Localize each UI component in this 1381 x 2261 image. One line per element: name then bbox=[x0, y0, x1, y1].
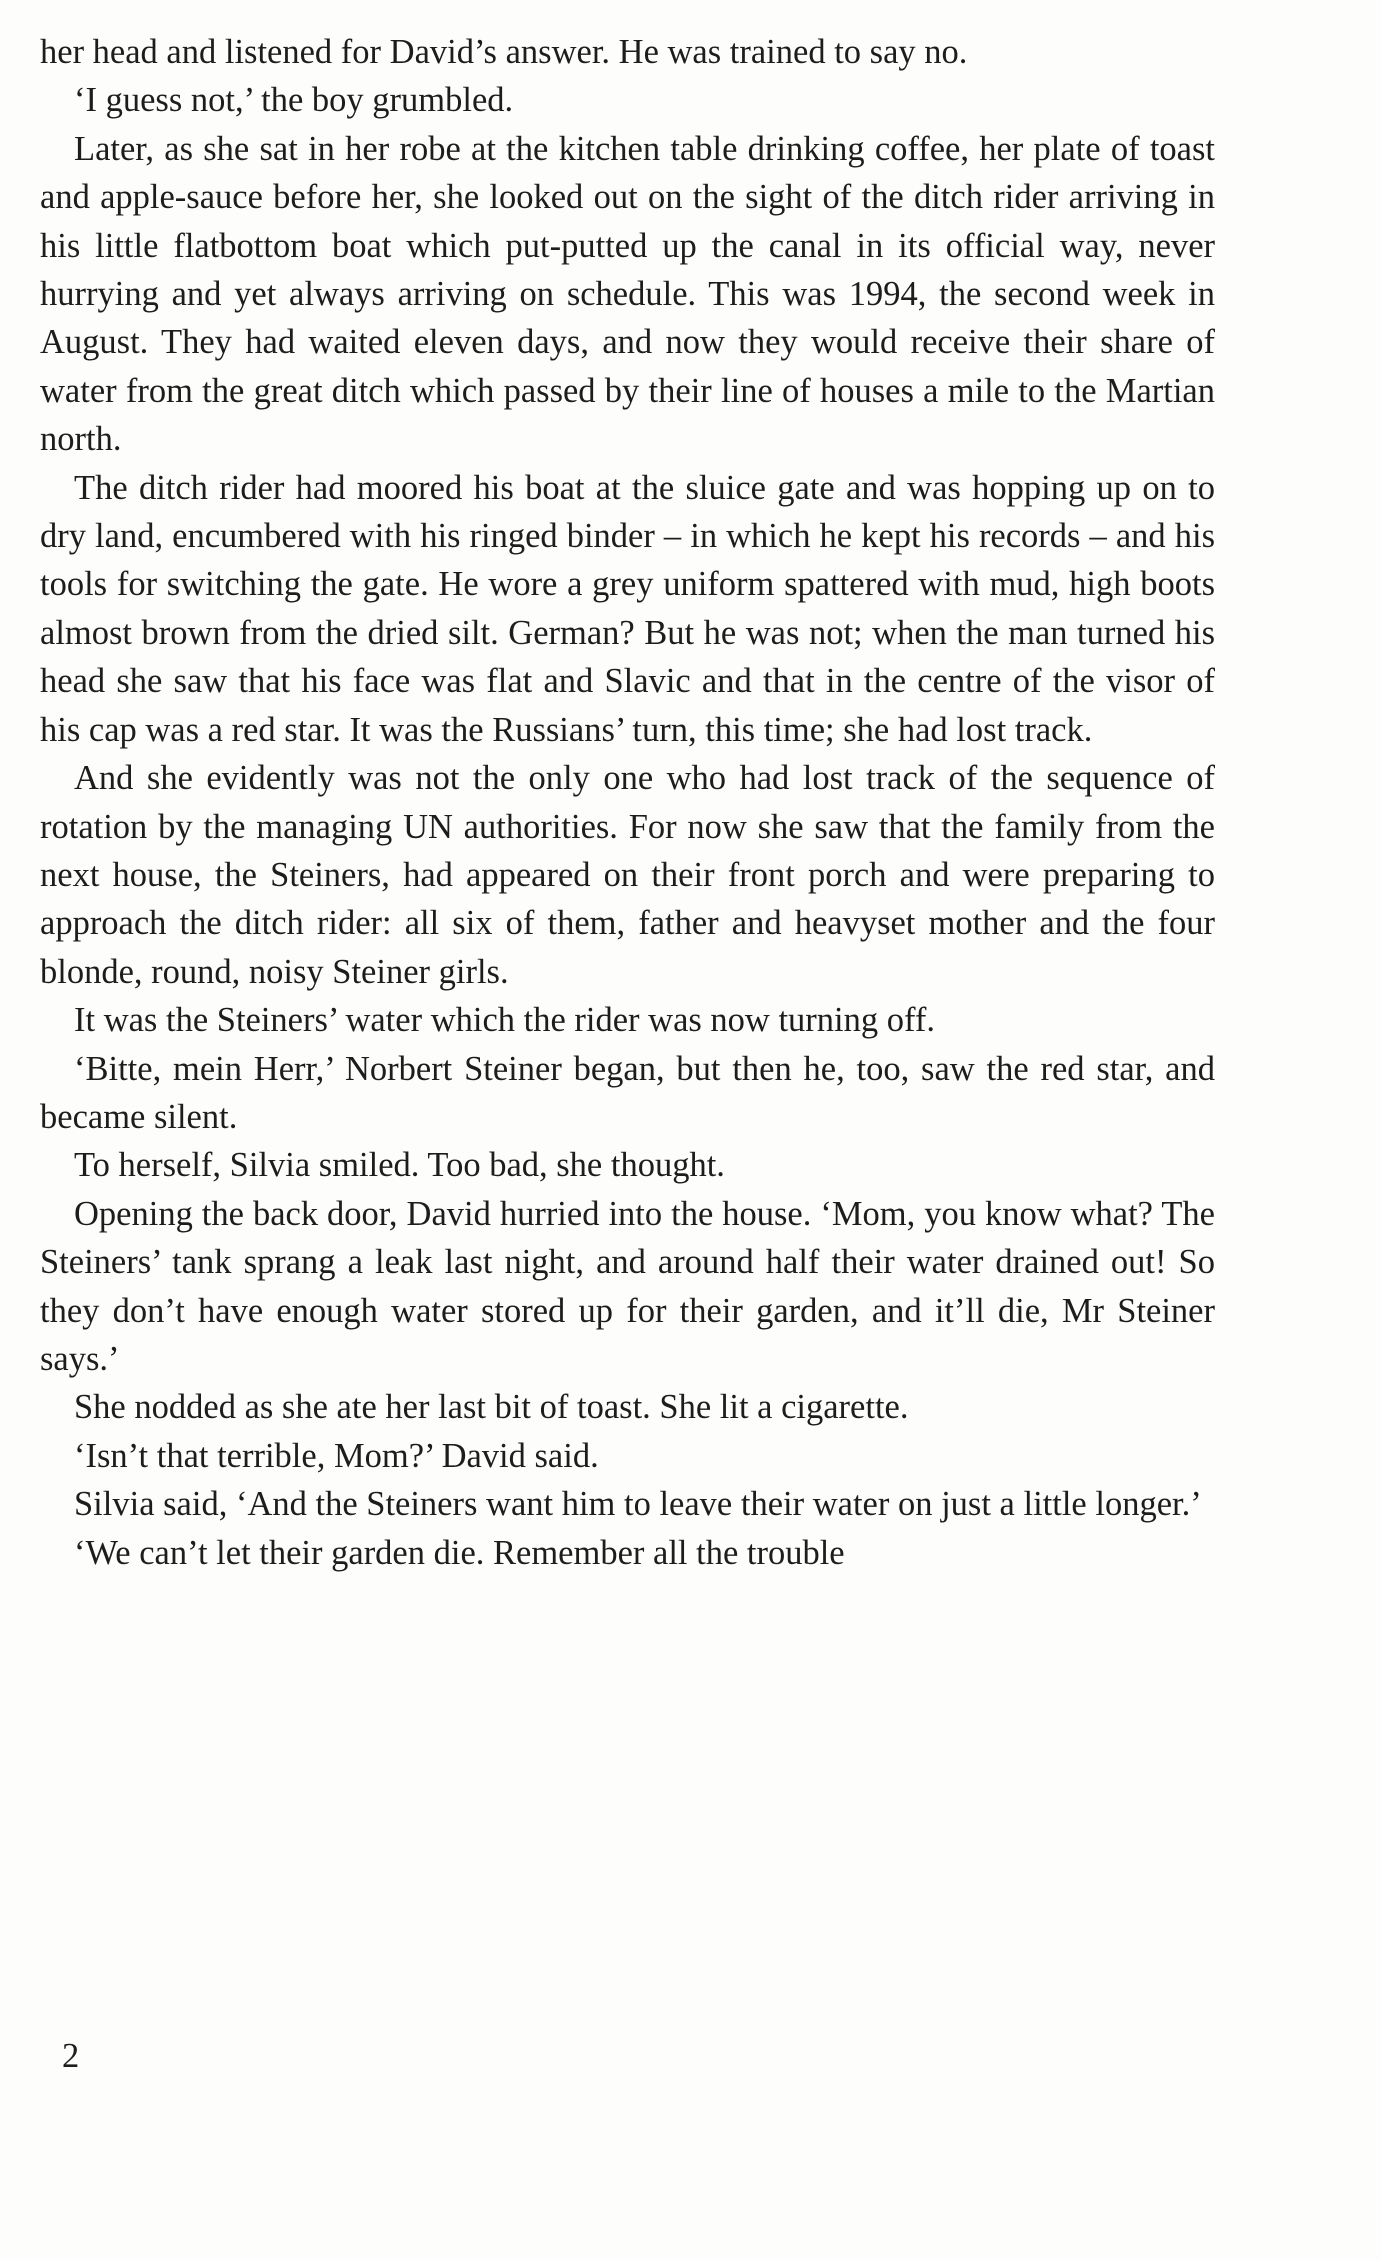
paragraph: ‘Bitte, mein Herr,’ Norbert Steiner began, but then he, too, saw the red star, and became silent. bbox=[40, 1049, 1215, 1136]
paragraph: ‘We can’t let their garden die. Remember all the trouble bbox=[74, 1533, 845, 1572]
paragraph: She nodded as she ate her last bit of toast. She lit a cigarette. bbox=[74, 1388, 909, 1427]
paragraph: Silvia said, ‘And the Steiners want him to leave their water on just a little longer.’ bbox=[74, 1485, 1202, 1524]
paragraph: The ditch rider had moored his boat at the sluice gate and was hopping up on to dry land, encumbered with his ringed binder – in which he kept his records – and his tools for switching the gate. He wore a grey uniform spattered with mud, high boots almost brown from the dried silt. German? But he was not; when the man turned his head she saw that his face was flat and Slavic and that in the centre of the visor of his cap was a red star. It was the Russians’ turn, this time; she had lost track. bbox=[40, 468, 1215, 749]
paragraph: It was the Steiners’ water which the rider was now turning off. bbox=[74, 1001, 935, 1040]
paragraph: ‘I guess not,’ the boy grumbled. bbox=[74, 81, 514, 120]
paragraph: Later, as she sat in her robe at the kitchen table drinking coffee, her plate of toast and apple-sauce before her, she looked out on the sight of the ditch rider arriving in his little flatbottom boat which put-putted up the canal in its official way, never hurrying and yet always arriving on schedule. This was 1994, the second week in August. They had waited eleven days, and now they would receive their share of water from the great ditch which passed by their line of houses a mile to the Martian north. bbox=[40, 129, 1215, 459]
paragraph: Opening the back door, David hurried into the house. ‘Mom, you know what? The Steiners’ tank sprang a leak last night, and around half their water drained out! So they don’t have enough water stored up for their garden, and it’ll die, Mr Steiner says.’ bbox=[40, 1194, 1215, 1378]
body-text bbox=[40, 28, 1215, 1577]
paragraph-continuation: her head and listened for David’s answer. He was trained to say no. bbox=[40, 33, 968, 71]
paragraph: ‘Isn’t that terrible, Mom?’ David said. bbox=[74, 1436, 599, 1475]
page-number: 2 bbox=[62, 2037, 80, 2075]
paragraph: To herself, Silvia smiled. Too bad, she thought. bbox=[74, 1146, 725, 1185]
paragraph: And she evidently was not the only one who had lost track of the sequence of rotation by the managing UN authorities. For now she saw that the family from the next house, the Steiners, had appeared on their front porch and were preparing to approach the ditch rider: all six of them, father and heavyset mother and the four blonde, round, noisy Steiner girls. bbox=[40, 759, 1215, 991]
